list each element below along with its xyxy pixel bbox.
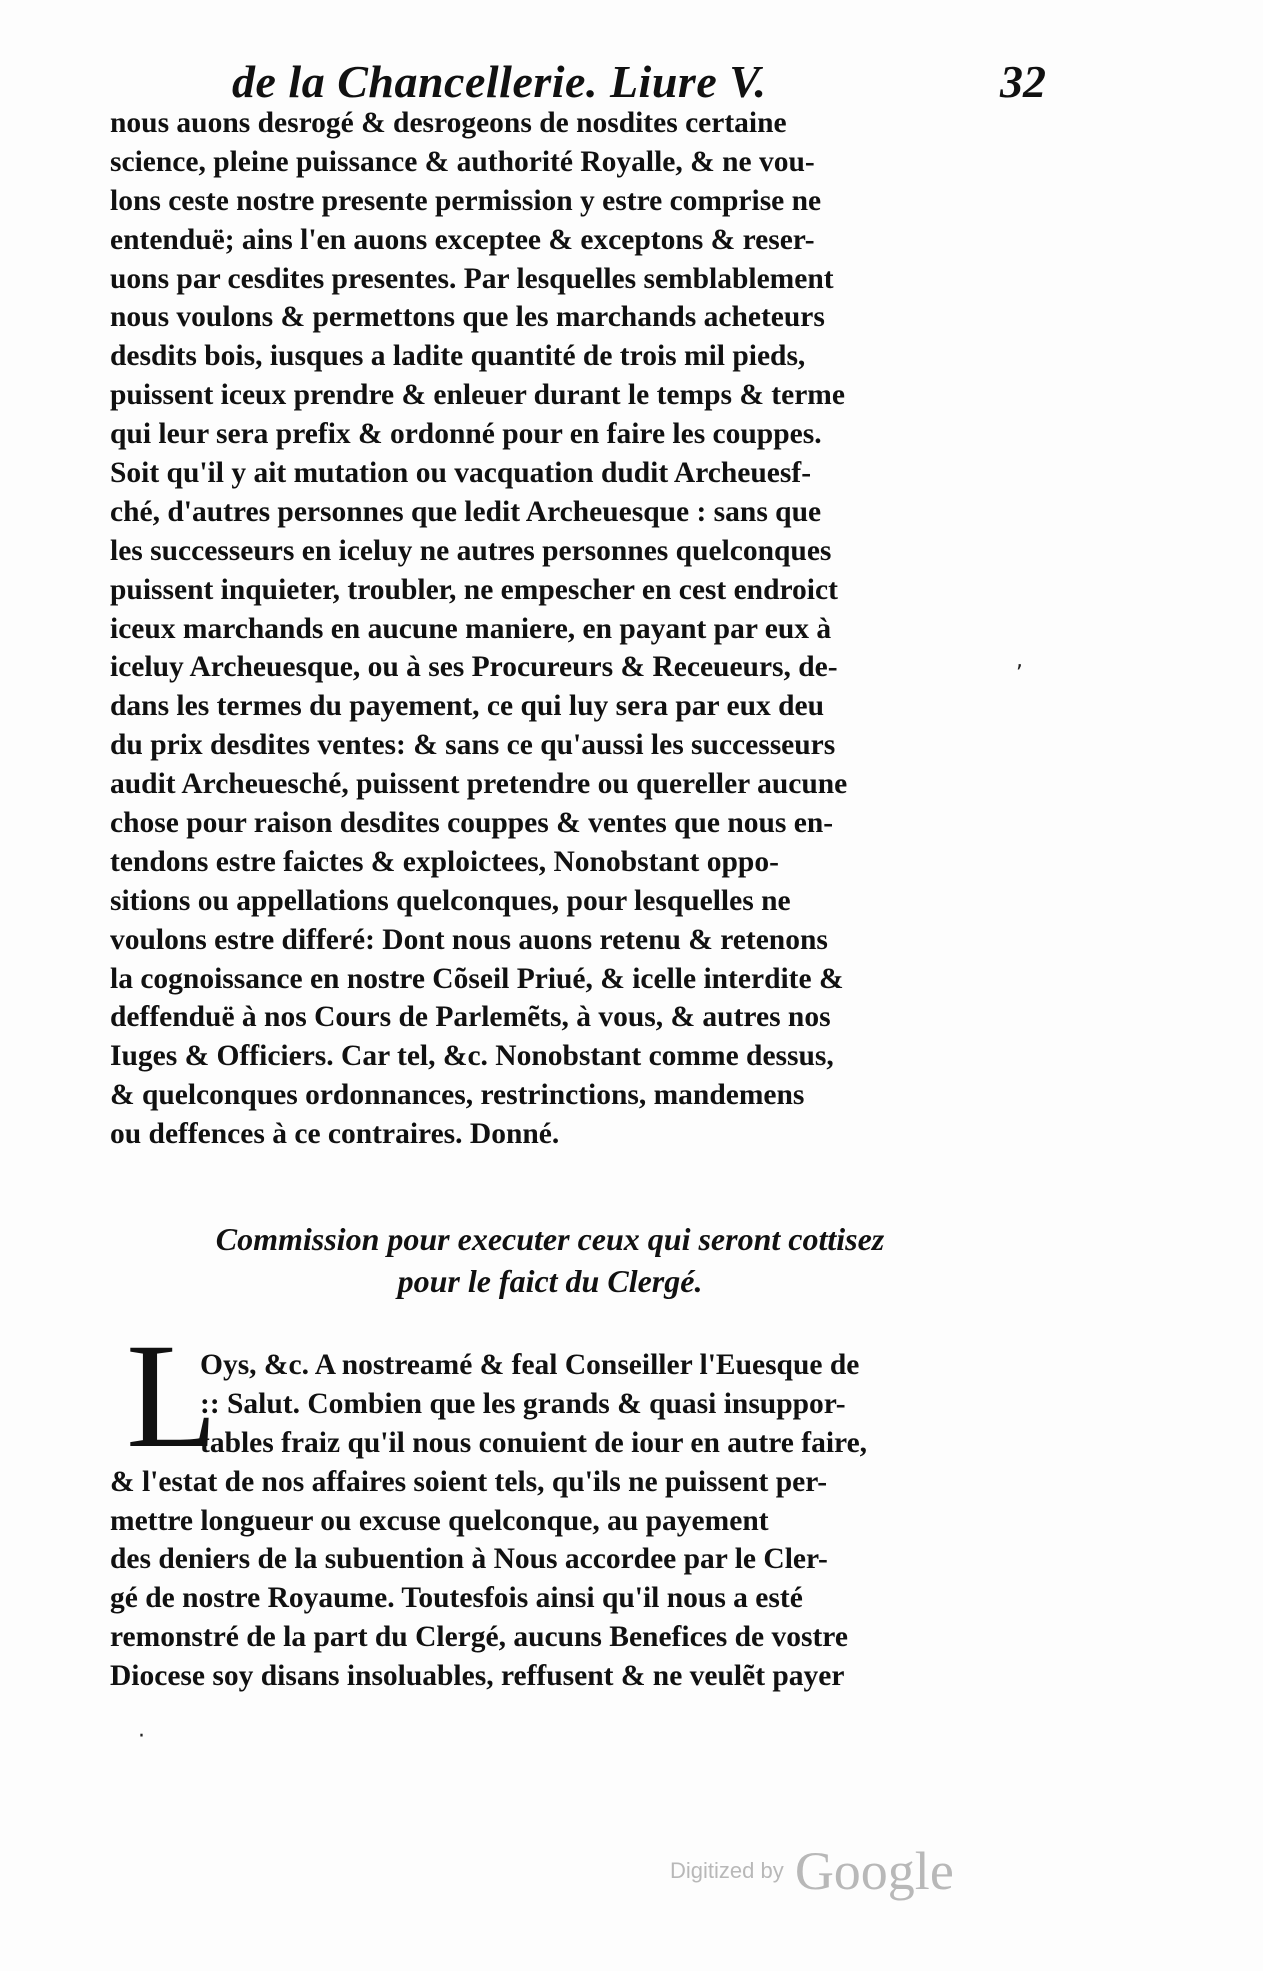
text-line: la cognoissance en nostre Cõseil Priué, & icelle interdite & bbox=[110, 962, 844, 995]
digitized-watermark bbox=[670, 1840, 954, 1904]
section-heading bbox=[120, 1218, 980, 1302]
section-heading-line: pour le faict du Clergé. bbox=[397, 1263, 703, 1299]
text-line: chose pour raison desdites couppes & ventes que nous en- bbox=[110, 807, 834, 840]
text-line: uons par cesdites presentes. Par lesquelles semblablement bbox=[110, 262, 834, 295]
text-line: puissent iceux prendre & enleuer durant le temps & terme bbox=[110, 379, 845, 412]
text-line: puissent inquieter, troubler, ne empescher en cest endroict bbox=[110, 573, 838, 606]
google-logo: Google bbox=[794, 1841, 954, 1901]
text-line: science, pleine puissance & authorité Royalle, & ne vou- bbox=[110, 145, 815, 178]
drop-cap: L bbox=[126, 1313, 218, 1479]
text-line: nous auons desrogé & desrogeons de nosdites certaine bbox=[110, 107, 787, 139]
text-line: remonstré de la part du Clergé, aucuns Benefices de vostre bbox=[110, 1621, 848, 1654]
watermark-prefix: Digitized by bbox=[670, 1858, 784, 1883]
text-line: qui leur sera prefix & ordonné pour en faire les couppes. bbox=[110, 418, 822, 451]
running-head: de la Chancellerie. Liure V. bbox=[232, 56, 767, 107]
text-line: nous voulons & permettons que les marchands acheteurs bbox=[110, 301, 825, 334]
text-line: iceux marchands en aucune maniere, en payant par eux à bbox=[110, 612, 832, 645]
text-line: deffenduë à nos Cours de Parlemẽts, à vous, & autres nos bbox=[110, 1001, 831, 1034]
stray-ink-mark: , bbox=[1016, 648, 1023, 673]
body-text-block bbox=[110, 104, 990, 1154]
text-line: desdits bois, iusques a ladite quantité de trois mil pieds, bbox=[110, 340, 806, 373]
text-line: mettre longueur ou excuse quelconque, au payement bbox=[110, 1504, 769, 1537]
text-line: entenduë; ains l'en auons exceptee & exceptons & reser- bbox=[110, 223, 815, 256]
text-line: audit Archeuesché, puissent pretendre ou quereller aucune bbox=[110, 768, 848, 801]
text-line: sitions ou appellations quelconques, pour lesquelles ne bbox=[110, 884, 791, 917]
text-line: :: Salut. Combien que les grands & quasi insuppor- bbox=[200, 1387, 846, 1420]
text-line: Oys, &c. A nostreamé & feal Conseiller l'Euesque de bbox=[200, 1349, 860, 1381]
text-line: & quelconques ordonnances, restrinctions, mandemens bbox=[110, 1079, 805, 1112]
text-line: Diocese soy disans insoluables, reffusent & ne veulẽt payer bbox=[110, 1660, 845, 1693]
text-line: & l'estat de nos affaires soient tels, qu'ils ne puissent per- bbox=[110, 1465, 828, 1498]
text-line: Soit qu'il y ait mutation ou vacquation dudit Archeuesf- bbox=[110, 457, 812, 490]
text-line: ou deffences à ce contraires. Donné. bbox=[110, 1118, 560, 1151]
text-line: du prix desdites ventes: & sans ce qu'aussi les successeurs bbox=[110, 729, 836, 762]
text-line: ché, d'autres personnes que ledit Archeuesque : sans que bbox=[110, 495, 822, 528]
text-line: des deniers de la subuention à Nous accordee par le Cler- bbox=[110, 1543, 828, 1576]
body-text-block bbox=[110, 1346, 990, 1696]
page-number: 32 bbox=[1000, 56, 1046, 107]
text-line: les successeurs en iceluy ne autres personnes quelconques bbox=[110, 534, 832, 567]
text-line: iceluy Archeuesque, ou à ses Procureurs & Receueurs, de- bbox=[110, 651, 838, 684]
text-line: Iuges & Officiers. Car tel, &c. Nonobstant comme dessus, bbox=[110, 1040, 834, 1073]
text-line: tables fraiz qu'il nous conuient de iour en autre faire, bbox=[200, 1426, 868, 1459]
text-line: dans les termes du payement, ce qui luy sera par eux deu bbox=[110, 690, 825, 723]
text-line: gé de nostre Royaume. Toutesfois ainsi qu'il nous a esté bbox=[110, 1582, 803, 1615]
text-line: voulons estre differé: Dont nous auons retenu & retenons bbox=[110, 923, 828, 956]
text-line: tendons estre faictes & exploictees, Nonobstant oppo- bbox=[110, 845, 779, 878]
stray-ink-mark: · bbox=[138, 1724, 145, 1749]
text-line: lons ceste nostre presente permission y estre comprise ne bbox=[110, 184, 822, 217]
section-heading-line: Commission pour executer ceux qui seront cottisez bbox=[215, 1221, 885, 1257]
